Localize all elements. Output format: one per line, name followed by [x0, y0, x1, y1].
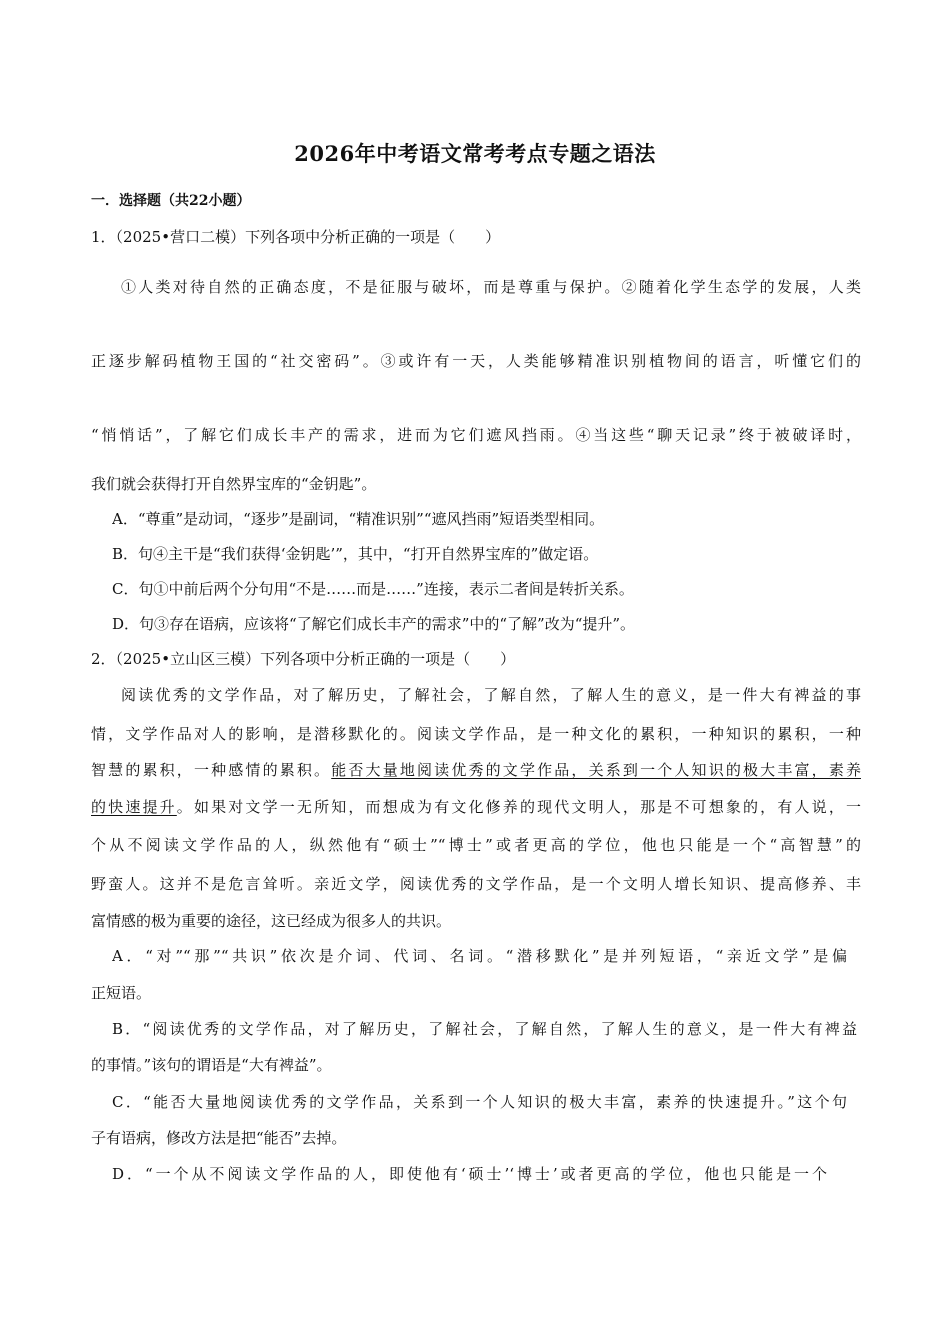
q2-passage-line-5: 个从不阅读文学作品的人，纵然他有“硕士”“博士”或者更高的学位，他也只能是一个“高智慧”的 — [91, 836, 861, 854]
q2-option-c-line-1: C．“能否大量地阅读优秀的文学作品，关系到一个人知识的极大丰富，素养的快速提升。”这个句 — [112, 1093, 847, 1111]
q2-passage-line-1: 阅读优秀的文学作品，对了解历史，了解社会，了解自然，了解人生的意义，是一件大有裨益的事 — [121, 686, 861, 704]
q2-text: 富情感的极为重要的途径，这已经成为很多人的 — [91, 912, 407, 930]
q2-option-a-line-2: 正短语。 — [91, 984, 152, 1002]
q2-option-c-line-2: 子有语病，修改方法是把“能否”去掉。 — [91, 1129, 347, 1147]
section-heading: 一．选择题（共22小题） — [91, 193, 251, 209]
q1-option-b: B．句④主干是“我们获得‘金钥匙’”，其中，“打开自然界宝库的”做定语。 — [112, 545, 599, 563]
q1-text: ①人类对待自然的正确态度，不是征服与破坏，而是 — [121, 278, 519, 296]
q1-option-a: A．“尊重”是动词，“逐步”是副词，“精准识别”“遮风挡雨”短语类型相同。 — [112, 510, 605, 528]
q2-passage-line-2 — [91, 724, 861, 744]
q2-underlined-sentence: 的快速提升 — [91, 798, 177, 816]
q2-text: 智慧的累积，一种感情的累积。 — [91, 761, 332, 779]
q2-option-b-line-1: B．“阅读优秀的文学作品，对了解历史，了解社会，了解自然，了解人生的意义，是一件大有裨益 — [112, 1020, 857, 1038]
q1-passage-line-1 — [121, 277, 861, 297]
q2-stem: 2．（2025•立山区三模）下列各项中分析正确的一项是（ ） — [91, 650, 516, 668]
q2-text: 的。阅读文学作品，是一种文化的累积，一种知识的累积，一种 — [382, 725, 861, 743]
q1-text: “悄悄话”，了解它们成长丰产的需求，进而为它们 — [91, 426, 487, 444]
q2-passage-line-7 — [91, 911, 861, 931]
q2-text: 。 — [436, 912, 452, 930]
q1-passage-line-4: 我们就会获得打开自然界宝库的“金钥匙”。 — [91, 475, 377, 493]
q2-underlined-sentence: 能否大量地阅读优秀的文学作品，关系到一个人知识的极大丰富，素养 — [331, 761, 861, 779]
q2-option-d-line-1: D．“一个从不阅读文学作品的人，即使他有‘硕士’‘博士’或者更高的学位，他也只能是一个 — [112, 1165, 827, 1183]
q1-stem: 1．（2025•营口二模）下列各项中分析正确的一项是（ ） — [91, 228, 501, 246]
q2-dotted-word: 亲近文学 — [314, 875, 383, 893]
q2-option-a-line-1: A．“对”“那”“共识”依次是介词、代词、名词。“潜移默化”是并列短语，“亲近文学”是偏 — [112, 947, 847, 965]
q1-text: 解码植物王国的“社交密码”。③或许有一天，人类能够 — [144, 352, 578, 370]
q2-passage-line-3 — [91, 760, 861, 780]
q1-dotted-word: 精准识别 — [577, 352, 650, 370]
page-title: 2026年中考语文常考考点专题之语法 — [294, 141, 656, 166]
q1-passage-line-2 — [91, 351, 861, 371]
q2-text: 野蛮人。这并不是危言耸听。 — [91, 875, 315, 893]
q2-text: 情，文学作品对人的影响，是 — [91, 725, 315, 743]
q1-option-d: D．句③存在语病，应该将“了解它们成长丰产的需求”中的“了解”改为“提升”。 — [112, 615, 636, 633]
q2-passage-line-4 — [91, 797, 861, 817]
q1-dotted-word: 逐步 — [108, 352, 145, 370]
q1-option-c: C．句①中前后两个分句用“不是……而是……”连接，表示二者间是转折关系。 — [112, 580, 634, 598]
q1-passage-line-3 — [91, 425, 861, 445]
q2-text: 。如果对文学一无所知，而想成为有文化修养的现代文明人，那是不可想象的，有人说，一 — [176, 798, 861, 816]
q2-text: ，阅读优秀的文学作品，是一个文明人增长知识、提高修养、丰 — [382, 875, 861, 893]
q1-text: 。④当这些“聊天记录”终于被破译时， — [557, 426, 861, 444]
q2-dotted-word: 潜移默化 — [314, 725, 383, 743]
q1-text: 与保护。②随着化学生态学的发展，人类 — [552, 278, 861, 296]
q1-text: 正 — [91, 352, 109, 370]
q2-passage-line-6 — [91, 874, 861, 894]
q2-dotted-word: 共识 — [406, 912, 437, 930]
q1-dotted-word: 遮风挡雨 — [486, 426, 558, 444]
q1-dotted-word: 尊重 — [518, 278, 553, 296]
q1-text: 植物间的语言，听懂它们的 — [649, 352, 861, 370]
q2-option-b-line-2: 的事情。”该句的谓语是“大有裨益”。 — [91, 1056, 332, 1074]
